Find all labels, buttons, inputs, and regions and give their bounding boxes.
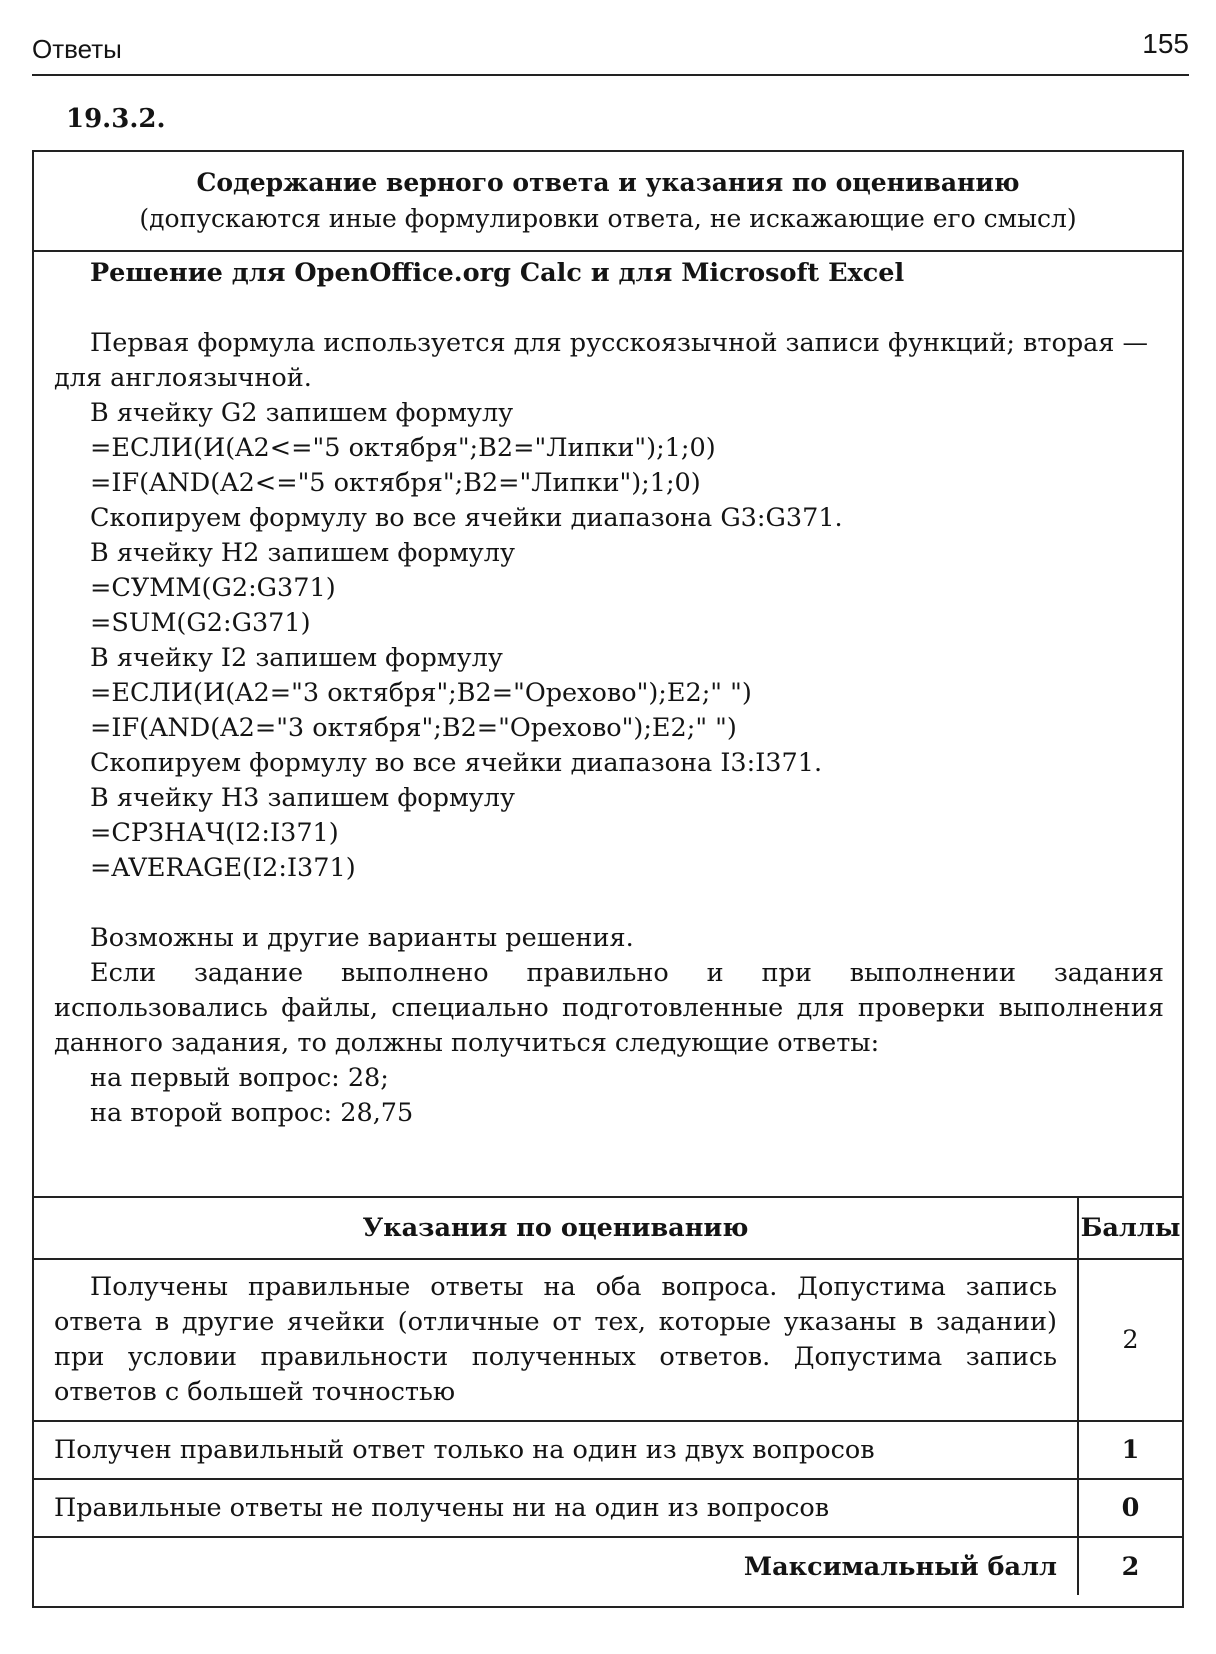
table-row — [34, 1421, 1182, 1479]
solution-line: =IF(AND(A2="3 октября";B2="Орехово");E2;" ") — [90, 713, 737, 743]
solution-line: В ячейку H3 запишем формулу — [90, 783, 516, 813]
solution-line: =СУММ(G2:G371) — [90, 573, 336, 603]
points-cell: 0 — [1078, 1479, 1182, 1537]
answer-second: на второй вопрос: 28,75 — [90, 1098, 414, 1128]
section-title: Ответы — [32, 34, 122, 64]
points-column-header: Баллы — [1078, 1197, 1182, 1259]
other-variants-note: Возможны и другие варианты решения. — [90, 923, 634, 953]
max-score-row — [34, 1537, 1182, 1595]
page-number: 155 — [1142, 28, 1189, 59]
max-score-value: 2 — [1078, 1537, 1182, 1595]
grading-header-row — [34, 1197, 1182, 1259]
answer-box — [32, 150, 1184, 1608]
table-row — [34, 1479, 1182, 1537]
solution-intro: Первая формула используется для русскоязычной записи функций; вторая — для англоязычной. — [54, 328, 1149, 393]
grading-table — [34, 1196, 1182, 1595]
criteria-cell: Правильные ответы не получены ни на один из вопросов — [34, 1479, 1078, 1537]
solution-line: В ячейку G2 запишем формулу — [90, 398, 514, 428]
solution-line: Скопируем формулу во все ячейки диапазона I3:I371. — [90, 748, 823, 778]
running-header — [32, 26, 1189, 76]
solution-text — [54, 256, 1164, 1131]
points-cell: 1 — [1078, 1421, 1182, 1479]
criteria-cell: Получены правильные ответы на оба вопроса. Допустима запись ответа в другие ячейки (отличные от тех, которые указаны в задании) при условии правильности полученных ответов. Допустима запись ответов с большей точностью — [34, 1259, 1078, 1421]
expected-answers-intro: Если задание выполнено правильно и при выполнении задания использовались файлы, специально подготовленные для проверки выполнения данного задания, то должны получиться следующие ответы: — [54, 958, 1164, 1058]
solution-line: =IF(AND(A2<="5 октября";B2="Липки");1;0) — [90, 468, 701, 498]
solution-heading: Решение для OpenOffice.org Calc и для Microsoft Excel — [90, 258, 905, 288]
solution-line: В ячейку I2 запишем формулу — [90, 643, 503, 673]
points-cell: 2 — [1078, 1259, 1182, 1421]
solution-line: =AVERAGE(I2:I371) — [90, 853, 356, 883]
solution-line: Скопируем формулу во все ячейки диапазона G3:G371. — [90, 503, 843, 533]
solution-line: В ячейку H2 запишем формулу — [90, 538, 516, 568]
solution-line: =ЕСЛИ(И(A2<="5 октября";B2="Липки");1;0) — [90, 433, 716, 463]
max-score-label: Максимальный балл — [34, 1537, 1078, 1595]
answer-box-subtitle: (допускаются иные формулировки ответа, не искажающие его смысл) — [139, 204, 1077, 233]
solution-line: =ЕСЛИ(И(A2="3 октября";B2="Орехово");E2;" ") — [90, 678, 752, 708]
solution-line: =СРЗНАЧ(I2:I371) — [90, 818, 339, 848]
solution-line: =SUM(G2:G371) — [90, 608, 311, 638]
answer-box-header — [34, 152, 1182, 252]
criteria-cell: Получен правильный ответ только на один из двух вопросов — [34, 1421, 1078, 1479]
criteria-column-header: Указания по оцениванию — [34, 1197, 1078, 1259]
answer-box-title: Содержание верного ответа и указания по оцениванию — [196, 168, 1020, 197]
answer-first: на первый вопрос: 28; — [90, 1063, 389, 1093]
task-number: 19.3.2. — [66, 104, 166, 134]
table-row — [34, 1259, 1182, 1421]
